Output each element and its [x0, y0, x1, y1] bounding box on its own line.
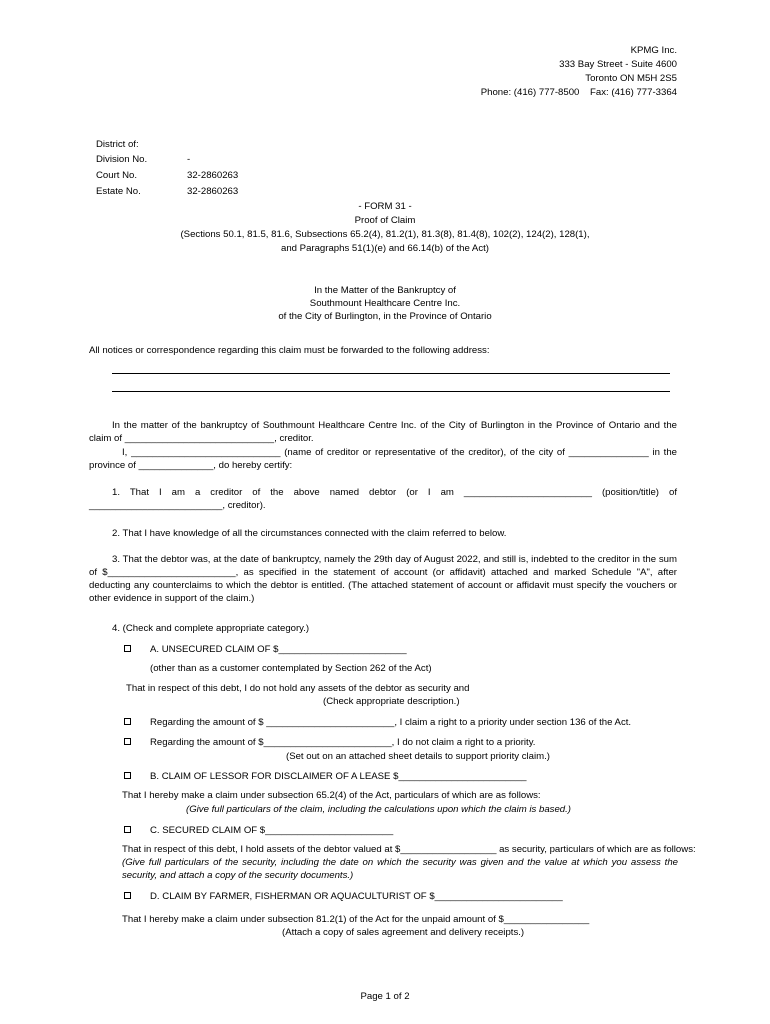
category-b-checkbox[interactable]: [124, 772, 131, 779]
division-label: Division No.: [96, 154, 148, 165]
clause-4: 4. (Check and complete appropriate category.): [112, 623, 310, 634]
category-c-security: That in respect of this debt, I hold assets of the debtor valued at $__________________ as security, particulars of which are as follows:: [122, 844, 696, 855]
priority-claim-text: Regarding the amount of $ ________________________, I claim a right to a priority under section 136 of the Act.: [150, 717, 632, 728]
category-b-label: B. CLAIM OF LESSOR FOR DISCLAIMER OF A LEASE $________________________: [150, 771, 527, 782]
company-street: 333 Bay Street - Suite 4600: [559, 59, 677, 70]
category-a-security: That in respect of this debt, I do not hold any assets of the debtor as security and: [126, 683, 470, 694]
district-label: District of:: [96, 139, 139, 150]
category-c-checkbox[interactable]: [124, 826, 131, 833]
estate-number: 32-2860263: [187, 186, 239, 197]
clause-1: 1. That I am a creditor of the above named debtor (or I am ________________________ (position/title) of _________________________, creditor).: [89, 487, 677, 511]
no-priority-checkbox[interactable]: [124, 738, 131, 745]
matter-line2: Southmount Healthcare Centre Inc.: [309, 298, 461, 309]
category-d-claim: That I hereby make a claim under subsection 81.2(1) of the Act for the unpaid amount of $________________: [122, 914, 590, 925]
no-priority-text: Regarding the amount of $________________________, I do not claim a right to a priority.: [150, 737, 536, 748]
court-number: 32-2860263: [187, 170, 239, 181]
company-name: KPMG Inc.: [630, 45, 677, 56]
priority-claim-checkbox[interactable]: [124, 718, 131, 725]
matter-line3: of the City of Burlington, in the Province of Ontario: [278, 311, 492, 322]
form-sections-line1: (Sections 50.1, 81.5, 81.6, Subsections 65.2(4), 81.2(1), 81.3(8), 81.4(8), 102(2), 124(2), 128(1),: [180, 229, 590, 240]
category-a-checkbox[interactable]: [124, 645, 131, 652]
intro-paragraph: In the matter of the bankruptcy of Southmount Healthcare Centre Inc. of the City of Burlington in the Province of Ontario and the claim of ____________________________, creditor.: [89, 420, 677, 444]
category-d-label: D. CLAIM BY FARMER, FISHERMAN OR AQUACULTURIST OF $________________________: [150, 891, 563, 902]
category-a-label: A. UNSECURED CLAIM OF $________________________: [150, 644, 407, 655]
category-b-claim: That I hereby make a claim under subsection 65.2(4) of the Act, particulars of which are as follows:: [122, 790, 541, 801]
category-b-note: (Give full particulars of the claim, including the calculations upon which the claim is based.): [186, 804, 572, 815]
form-subtitle: Proof of Claim: [354, 215, 416, 226]
priority-set-out-note: (Set out on an attached sheet details to support priority claim.): [286, 751, 550, 762]
category-a-check-description: (Check appropriate description.): [323, 696, 460, 707]
estate-label: Estate No.: [96, 186, 141, 197]
category-a-note: (other than as a customer contemplated by Section 262 of the Act): [150, 663, 432, 674]
company-city: Toronto ON M5H 2S5: [585, 73, 677, 84]
category-d-note: (Attach a copy of sales agreement and delivery receipts.): [282, 927, 525, 938]
division-value: -: [187, 154, 191, 165]
address-line-1[interactable]: [112, 373, 670, 374]
page-number: Page 1 of 2: [360, 991, 410, 1002]
certify-paragraph: I, ____________________________ (name of creditor or representative of the creditor), of the city of _______________ in the province of ______________, do hereby certify:: [89, 447, 677, 471]
category-d-checkbox[interactable]: [124, 892, 131, 899]
clause-2: 2. That I have knowledge of all the circumstances connected with the claim referred to below.: [112, 528, 507, 539]
form-title: - FORM 31 -: [358, 201, 412, 212]
notices-text: All notices or correspondence regarding this claim must be forwarded to the following address:: [89, 345, 490, 356]
court-label: Court No.: [96, 170, 138, 181]
category-c-label: C. SECURED CLAIM OF $________________________: [150, 825, 394, 836]
matter-line1: In the Matter of the Bankruptcy of: [314, 285, 456, 296]
form-sections-line2: and Paragraphs 51(1)(e) and 66.14(b) of the Act): [281, 243, 489, 254]
address-line-2[interactable]: [112, 391, 670, 392]
category-c-note: (Give full particulars of the security, including the date on which the security was given and the value at which you assess the security, and attach a copy of the security documents.): [122, 857, 678, 881]
company-phone-fax: Phone: (416) 777-8500 Fax: (416) 777-3364: [480, 87, 677, 98]
clause-3: 3. That the debtor was, at the date of bankruptcy, namely the 29th day of August 2022, and still is, indebted to the creditor in the sum of $________________________, as specified in the statement of account (or affidavit) attached and marked Schedule "A", after deducting any counterclaims to which the debtor is entitled. (The attached statement of account or affidavit must specify the vouchers or other evidence in support of the claim.): [89, 554, 677, 604]
